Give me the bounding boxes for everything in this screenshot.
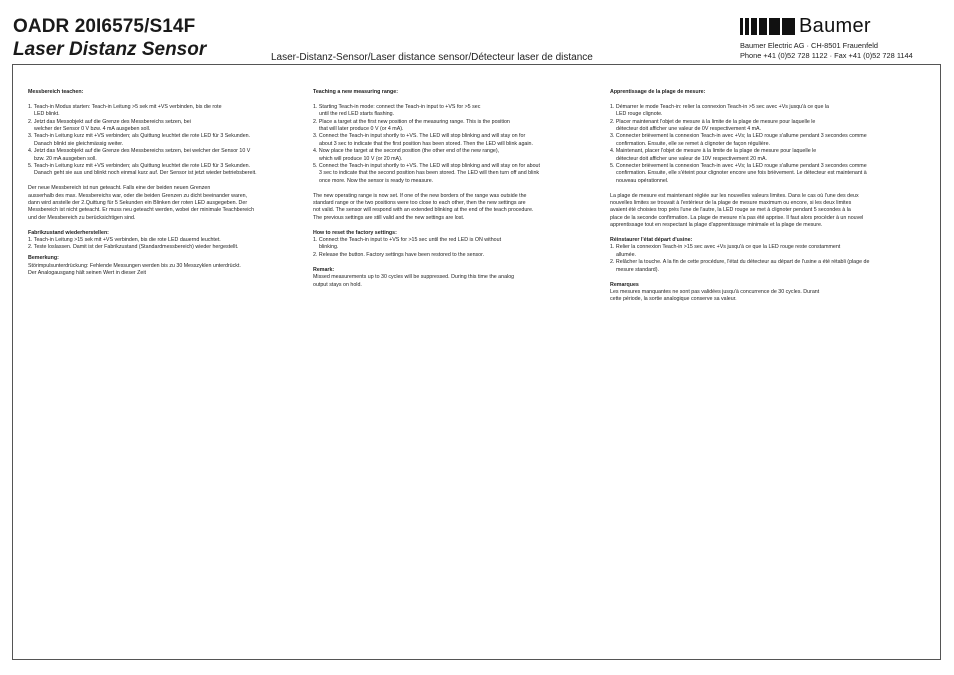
list-item: détecteur doit afficher une valeur de 10V respectivement 20 mA. — [616, 155, 767, 162]
company-address: Baumer Electric AG · CH-8501 Frauenfeld — [740, 41, 879, 50]
section-heading: Remark: — [313, 266, 335, 273]
list-item: 5. Teach-in Leitung kurz mit +VS verbinden; als Quittung leuchtet die rote LED für 3 Sekunden. — [28, 163, 251, 170]
list-item: 2. Placer maintenant l'objet de mesure à la limite de la plage de mesure pour laquelle le — [610, 118, 816, 125]
list-item: confirmation. Ensuite, elle s'éteint pour clignoter encore une fois brièvement. Le détecteur est maintenant à — [616, 170, 867, 177]
logo-bars-icon — [740, 18, 795, 35]
list-item: 3. Teach-in Leitung kurz mit +VS verbinden; als Quittung leuchtet die rote LED für 3 Sekunden. — [28, 133, 251, 140]
column-french — [610, 89, 920, 304]
list-item: 3 sec to indicate that the second position has been stored. The LED will then turn off and blink — [319, 170, 540, 177]
paragraph-line: place de la seconde confirmation. La plage de mesure n'a pas été apprise. Il faut alors procéder à un nouvel — [610, 214, 864, 221]
list-item: 4. Now place the target at the second position (the other end of the new range), — [313, 148, 500, 155]
section-heading: Réinstaurer l'état départ d'usine: — [610, 237, 693, 244]
list-item: blinking. — [319, 244, 339, 251]
paragraph-line: ausserhalb des max. Messbereichs war, oder die beiden Grenzen zu dicht beeinander waren, — [28, 192, 248, 199]
company-phone: Phone +41 (0)52 728 1122 · Fax +41 (0)52 728 1144 — [740, 51, 913, 60]
list-item: Danach geht sie aus und blinkt noch einmal kurz auf. Der Sensor ist jetzt wieder betriebsbereit. — [34, 170, 257, 177]
paragraph-line: nouvelles limites se trouvait à l'extérieur de la plage de mesure maximum ou encore, si les deux limites — [610, 200, 852, 207]
list-item: 1. Starting Teach-in mode: connect the Teach-in input to +VS for >5 sec — [313, 103, 481, 110]
list-item: 1. Teach-in Leitung >15 sek mit +VS verbinden, bis die rote LED dauernd leuchtet. — [28, 237, 221, 244]
paragraph-line: Der Analogausgang hält seinen Wert in dieser Zeit — [28, 270, 146, 277]
paragraph-line: output stays on hold. — [313, 281, 362, 288]
brand-name: Baumer — [799, 15, 871, 37]
list-item: 4. Jetzt das Messobjekt auf die Grenze des Messbereichs setzen, bei welcher der Sensor 10 V — [28, 148, 251, 155]
list-item: LED blinkt. — [34, 111, 60, 118]
list-item: 1. Connect the Teach-in input to +VS for >15 sec until the red LED is ON without — [313, 237, 502, 244]
list-item: that will later produce 0 V (or 4 mA). — [319, 126, 404, 133]
list-item: 1. Relier la connexion Teach-in >15 sec avec +Vs jusqu'à ce que la LED rouge reste constamment — [610, 244, 841, 251]
list-item: Danach blinkt sie gleichmässig weiter. — [34, 140, 124, 147]
section-heading: How to reset the factory settings: — [313, 229, 397, 236]
section-heading: Apprentissage de la plage de mesure: — [610, 89, 706, 95]
list-item: LED rouge clignote. — [616, 111, 663, 118]
list-item: until the red LED starts flashing. — [319, 111, 395, 118]
paragraph-line: The new operating range is now set. If one of the new borders of the range was outside the — [313, 192, 527, 199]
list-item: 1. Démarrer le mode Teach-in: relier la connexion Teach-in >5 sec avec +Vs jusqu'à ce que la — [610, 103, 829, 110]
baumer-logo — [740, 14, 940, 38]
paragraph-line: The previous settings are still valid and the new settings are lost. — [313, 214, 465, 221]
list-item: nouveau opérationnel. — [616, 177, 669, 184]
page-title: OADR 20I6575/S14F — [13, 16, 196, 37]
list-item: 2. Jetzt das Messobjekt auf die Grenze des Messbereichs setzen, bei — [28, 118, 191, 125]
list-item: confirmation. Ensuite, elle se remet à clignoter de façon régulière. — [616, 140, 770, 147]
section-heading: Messbereich teachen: — [28, 89, 84, 95]
paragraph-line: La plage de mesure est maintenant réglée sur les nouvelles valeurs limites. Dans le cas où l'une des deux — [610, 192, 859, 199]
page-subtitle-product: Laser Distanz Sensor — [13, 39, 207, 60]
paragraph-line: Missed measurements up to 30 cycles will be suppressed. During this time the analog — [313, 274, 515, 281]
list-item: 5. Connect the Teach-in input shortly to +VS. The LED will stop blinking and will stay on for about — [313, 163, 540, 170]
paragraph-line: standard range or the two positions were too close to each other, then the new settings are — [313, 200, 526, 207]
paragraph-line: dann wird anstelle der 2.Quittung für 5 Sekunden ein Blinken der roten LED ausgegeben. Der — [28, 200, 248, 207]
list-item: 2. Place a target at the first new position of the measuring range. This is the position — [313, 118, 510, 125]
column-english — [313, 89, 593, 289]
list-item: once more. Now the sensor is ready to measure. — [319, 177, 434, 184]
list-item: 1. Teach-in Modus starten: Teach-in Leitung >5 sek mit +VS verbinden, bis die rote — [28, 103, 222, 110]
paragraph-line: und der Messbereich zu berücksichtigen sind. — [28, 214, 136, 221]
paragraph-line: Der neue Messbereich ist nun geteacht. Falls eine der beiden neuen Grenzen — [28, 185, 211, 192]
list-item: which will produce 10 V (or 20 mA). — [319, 155, 403, 162]
list-item: bzw. 20 mA ausgeben soll. — [34, 155, 97, 162]
list-item: détecteur doit afficher une valeur de 0V respectivement 4 mA. — [616, 126, 762, 133]
document-subtitle: Laser-Distanz-Sensor/Laser distance sensor/Détecteur laser de distance — [271, 52, 593, 63]
list-item: 2. Relâcher la touche. A la fin de cette procédure, l'état du détecteur au départ de l'usine a été rétabli (plage de — [610, 259, 870, 266]
list-item: allumée. — [616, 251, 637, 258]
paragraph-line: Les mesures manquantes ne sont pas validées jusqu'à concurrence de 30 cycles. Durant — [610, 288, 820, 295]
list-item: welcher der Sensor 0 V bzw. 4 mA ausgeben soll. — [34, 126, 151, 133]
list-item: 2. Teste loslassen. Damit ist der Fabrikzustand (Standardmessbereich) wieder hergestellt. — [28, 244, 239, 251]
paragraph-line: apprentissage tout en respectant la plage d'apprentissage minimale et la plage de mesure. — [610, 222, 823, 229]
list-item: 3. Connecter brièvement la connexion Teach-in avec +Vs; la LED rouge s'allume pendant 3 secondes comme — [610, 133, 867, 140]
section-heading: Bemerkung: — [28, 255, 59, 262]
list-item: 3. Connect the Teach-in input shortly to +VS. The LED will stop blinking and will stay on for — [313, 133, 526, 140]
paragraph-line: cette période, la sortie analogique conserve sa valeur. — [610, 296, 737, 303]
paragraph-line: avaient été choisies trop près l'une de l'autre, la LED rouge se met à clignoter pendant 5 secondes à la — [610, 207, 851, 214]
section-heading: Teaching a new measuring range: — [313, 89, 398, 95]
column-german — [28, 89, 298, 278]
paragraph-line: Messbereich ist nicht geteacht. Er muss neu geteacht werden, wobei der minimale Teachbereich — [28, 207, 255, 214]
paragraph-line: not valid. The sensor will respond with an extended blinking at the end of the teach procedure. — [313, 207, 534, 214]
list-item: 4. Maintenant, placer l'objet de mesure à la limite de la plage de mesure pour laquelle le — [610, 148, 817, 155]
section-heading: Remarques — [610, 281, 639, 288]
paragraph-line: Störimpulsunterdrückung: Fehlende Messungen werden bis zu 30 Messzyklen unterdrückt. — [28, 262, 241, 269]
list-item: 2. Release the button. Factory settings have been restored to the sensor. — [313, 251, 485, 258]
list-item: about 3 sec to indicate that the first position has been stored. Then the LED will blink again. — [319, 140, 533, 147]
section-heading: Fabrikzustand wiederherstellen: — [28, 229, 109, 236]
list-item: 5. Connecter brièvement la connexion Teach-in avec +Vs; la LED rouge s'allume pendant 3 secondes comme — [610, 163, 867, 170]
list-item: mesure standard). — [616, 266, 659, 273]
